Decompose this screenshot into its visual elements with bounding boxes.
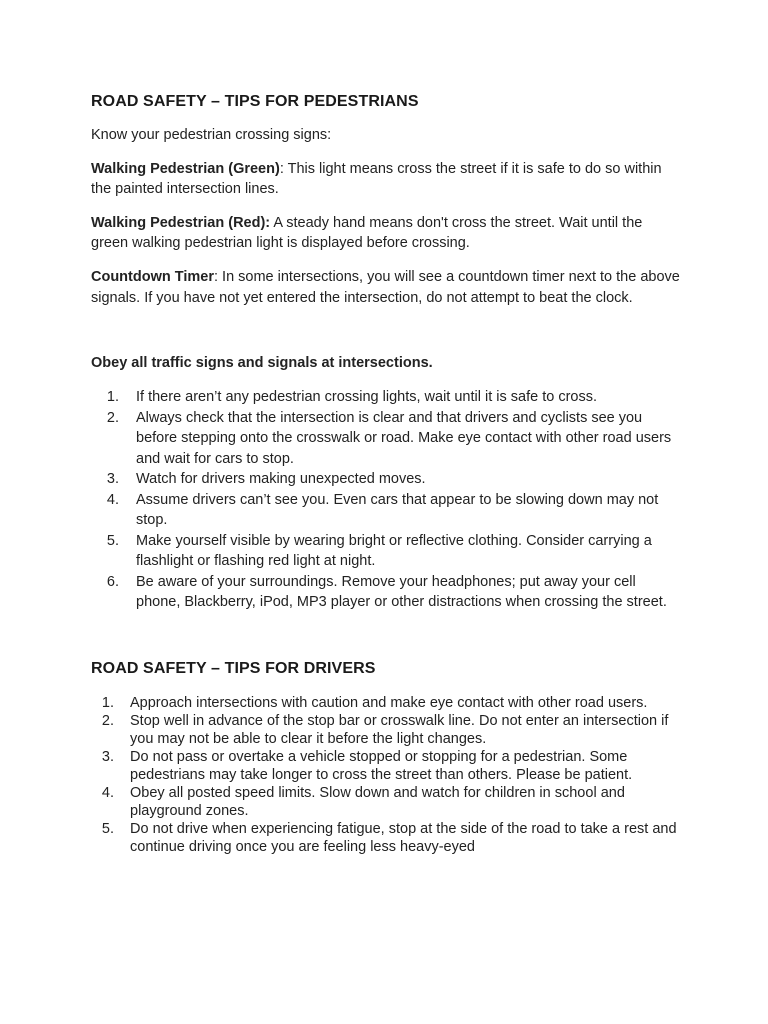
list-item: 6. Be aware of your surroundings. Remove your headphones; put away your cell phone, Blackberry, iPod, MP3 player or other distractions when crossing the street. xyxy=(106,573,667,610)
sign-walking-green-text: : This light means cross the street if it is safe to do so within the painted intersection lines. xyxy=(91,161,662,197)
drivers-section-title: ROAD SAFETY – TIPS FOR DRIVERS xyxy=(91,659,376,677)
sign-walking-green-label: Walking Pedestrian (Green) xyxy=(91,161,280,177)
sign-walking-green xyxy=(91,159,683,199)
sign-countdown-timer-label: Countdown Timer xyxy=(91,269,214,285)
driver-tips-list xyxy=(91,694,683,856)
list-item: 4. Assume drivers can’t see you. Even cars that appear to be slowing down may not stop. xyxy=(106,491,659,528)
list-item: 3. Do not pass or overtake a vehicle stopped or stopping for a pedestrian. Some pedestrians may take longer to cross the street than others. Please be patient. xyxy=(101,748,633,783)
pedestrian-section-title: ROAD SAFETY – TIPS FOR PEDESTRIANS xyxy=(91,93,419,110)
sign-countdown-timer-text: : In some intersections, you will see a countdown timer next to the above signals. If you have not yet entered the intersection, do not attempt to beat the clock. xyxy=(91,269,680,306)
list-item: 1. If there aren’t any pedestrian crossing lights, wait until it is safe to cross. xyxy=(106,389,597,405)
list-item: 5. Make yourself visible by wearing bright or reflective clothing. Consider carrying a flashlight or flashing red light at night. xyxy=(106,532,652,569)
list-item: 4. Obey all posted speed limits. Slow down and watch for children in school and playground zones. xyxy=(101,784,625,819)
list-item: 3. Watch for drivers making unexpected moves. xyxy=(106,471,426,487)
pedestrian-tips-list xyxy=(91,387,683,613)
list-item: 2. Stop well in advance of the stop bar or crosswalk line. Do not enter an intersection if you may not be able to clear it before the light changes. xyxy=(101,712,669,747)
crossing-signs-intro: Know your pedestrian crossing signs: xyxy=(91,127,332,143)
sign-walking-red-label: Walking Pedestrian (Red): xyxy=(91,215,271,231)
list-item: 1. Approach intersections with caution and make eye contact with other road users. xyxy=(101,694,648,711)
list-item: 5. Do not drive when experiencing fatigue, stop at the side of the road to take a rest and continue driving once you are feeling less heavy-eyed xyxy=(101,820,677,855)
sign-countdown-timer xyxy=(91,267,683,308)
document-page xyxy=(91,93,683,856)
obey-signals-heading: Obey all traffic signs and signals at intersections. xyxy=(91,355,433,371)
sign-walking-red-text: A steady hand means don't cross the street. Wait until the green walking pedestrian light is displayed before crossing. xyxy=(91,215,643,251)
sign-walking-red xyxy=(91,213,683,253)
list-item: 2. Always check that the intersection is clear and that drivers and cyclists see you before stepping onto the crosswalk or road. Make eye contact with other road users and wait for cars to stop. xyxy=(106,409,672,467)
